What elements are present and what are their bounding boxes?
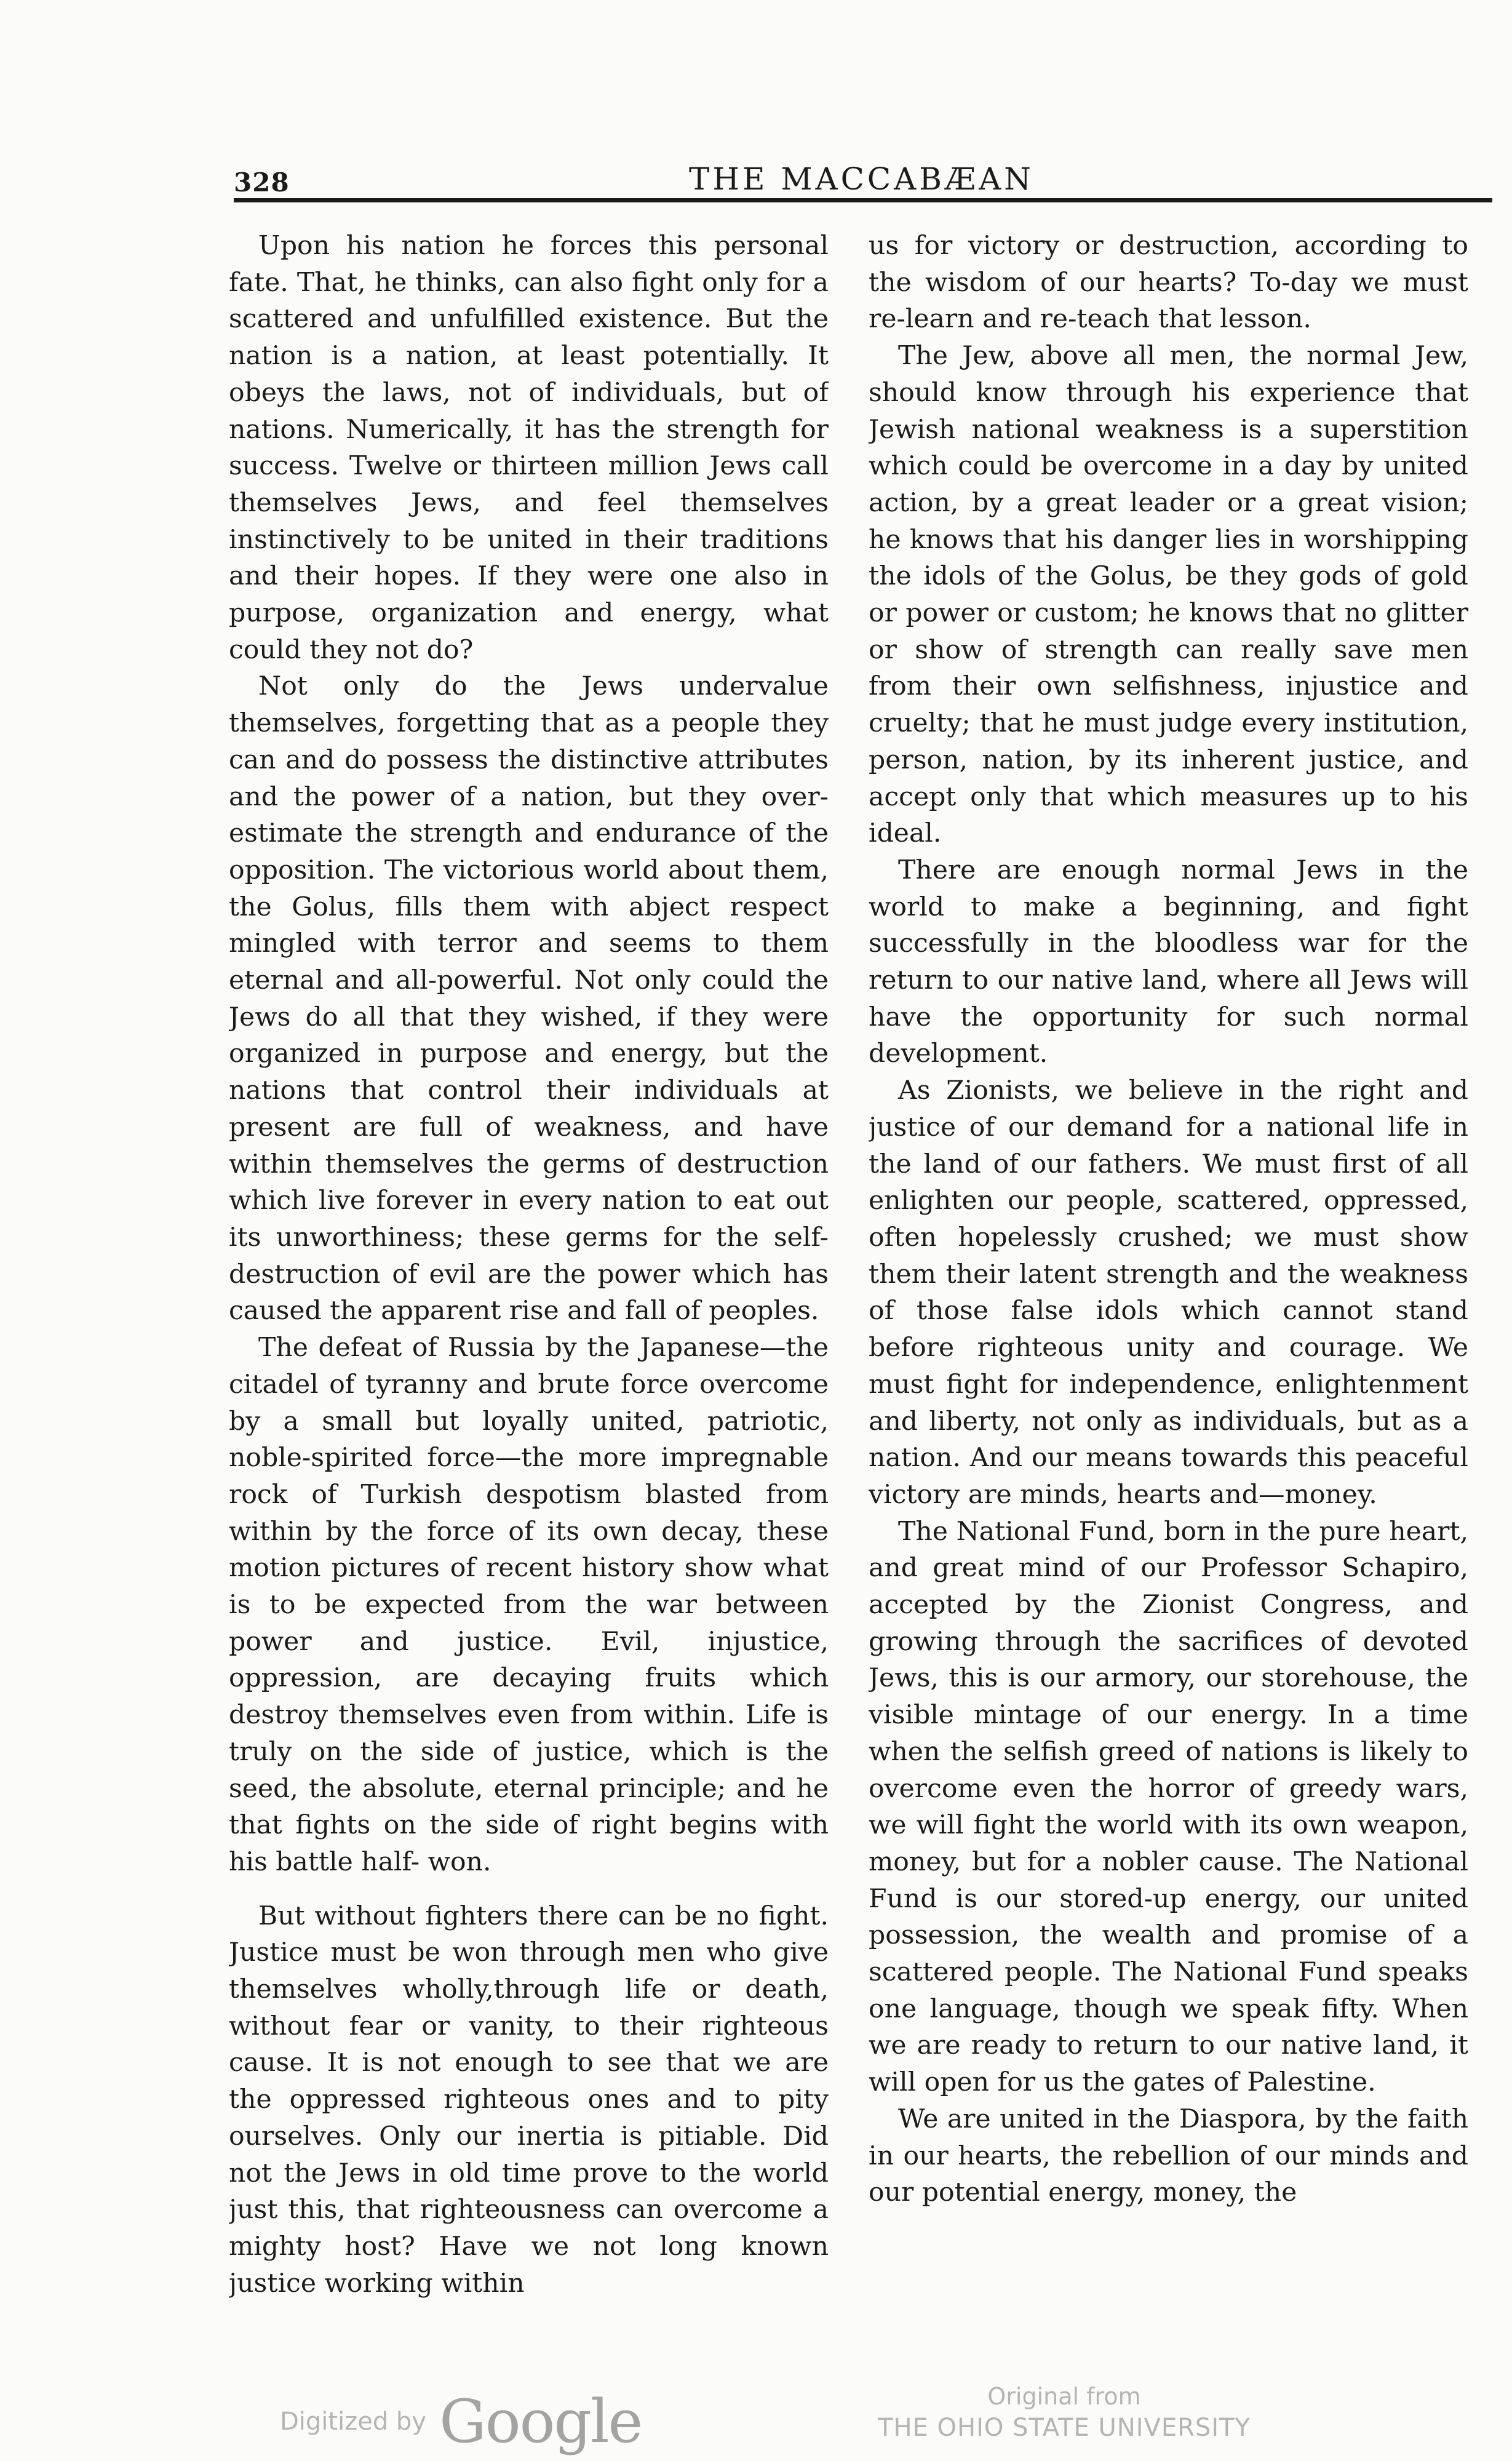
running-head — [234, 161, 1492, 198]
digitized-by — [280, 2387, 642, 2456]
paragraph: As Zionists, we believe in the right and justice of our demand for a national life in the land of our fathers. We must first of all enlighten our people, scattered, oppressed, often hopelessly crushed; we must show them their latent strength and the weakness of those false idols which cannot stand before righteous unity and courage. We must fight for independence, enlightenment and liberty, not only as individuals, but as a nation. And our means towards this peaceful victory are minds, hearts and—money. — [869, 1075, 1468, 1510]
paragraph-gap — [229, 1881, 829, 1898]
paragraph: But without fighters there can be no fight. Justice must be won through men who give themselves wholly,through life or death, without fear or vanity, to their righteous cause. It is not enough to see that we are the oppressed righteous ones and to pity ourselves. Only our inertia is pitiable. Did not the Jews in old time prove to the world just this, that righteousness can overcome a mighty host? Have we not long known justice working within — [229, 1901, 829, 2299]
source-institution: THE OHIO STATE UNIVERSITY — [878, 2414, 1251, 2442]
paragraph: The Jew, above all men, the normal Jew, should know through his experience that Jewish national weakness is a superstition which could be overcome in a day by united action, by a great leader or a great vision; he knows that his danger lies in worshipping the idols of the Golus, be they gods of gold or power or custom; he knows that no glitter or show of strength can really save men from their own selfishness, injustice and cruelty; that he must judge every institution, person, nation, by its inherent justice, and accept only that which measures up to his ideal. — [869, 341, 1468, 849]
paragraph: There are enough normal Jews in the world to make a beginning, and fight successfully in the bloodless war for the return to our native land, where all Jews will have the opportunity for such normal development. — [869, 855, 1468, 1069]
source-label: Original from — [987, 2383, 1141, 2410]
source-credit — [867, 2381, 1261, 2444]
paragraph-continued: us for victory or destruction, according to the wisdom of our hearts? To-day we must re-learn and re-teach that lesson. — [869, 231, 1468, 335]
page-number: 328 — [234, 167, 290, 197]
paragraph: The National Fund, born in the pure heart, and great mind of our Professor Schapiro, accepted by the Zionist Congress, and growing through the sacrifices of devoted Jews, this is our armory, our storehouse, the visible mintage of our energy. In a time when the selfish greed of nations is likely to overcome even the horror of greedy wars, we will fight the world with its own weapon, money, but for a nobler cause. The National Fund is our stored-up energy, our united possession, the wealth and promise of a scattered people. The National Fund speaks one language, though we speak fifty. When we are ready to return to our native land, it will open for us the gates of Palestine. — [869, 1516, 1468, 2098]
left-column — [229, 228, 829, 2338]
google-logo: Google — [439, 2387, 642, 2456]
header-rule — [234, 198, 1492, 202]
right-column — [869, 228, 1468, 2338]
digitization-footer — [0, 2375, 1512, 2455]
paragraph: The defeat of Russia by the Japanese—the citadel of tyranny and brute force overcome by a small but loyally united, patriotic, noble-spirited force—the more impregnable rock of Turkish despotism blasted from within by the force of its own decay, these motion pictures of recent history show what is to be expected from the war between power and justice. Evil, injustice, oppression, are decaying fruits which destroy themselves even from within. Life is truly on the side of justice, which is the seed, the absolute, eternal principle; and he that fights on the side of right begins with his battle half- won. — [229, 1333, 829, 1877]
digitized-label: Digitized by — [280, 2407, 426, 2436]
paragraph: Not only do the Jews undervalue themselves, forgetting that as a people they can and do possess the distinctive attributes and the power of a nation, but they over-estimate the strength and endurance of the opposition. The victorious world about them, the Golus, fills them with abject respect mingled with terror and seems to them eternal and all-powerful. Not only could the Jews do all that they wished, if they were organized in purpose and energy, but the nations that control their individuals at present are full of weakness, and have within themselves the germs of destruction which live forever in every nation to eat out its unworthiness; these germs for the self-destruction of evil are the power which has caused the apparent rise and fall of peoples. — [229, 671, 829, 1326]
paragraph: Upon his nation he forces this personal fate. That, he thinks, can also fight only for a scattered and unfulfilled existence. But the nation is a nation, at least potentially. It obeys the laws, not of individuals, but of nations. Numerically, it has the strength for success. Twelve or thirteen million Jews call themselves Jews, and feel themselves instinctively to be united in their traditions and their hopes. If they were one also in purpose, organization and energy, what could they not do? — [229, 231, 829, 665]
paragraph: We are united in the Diaspora, by the faith in our hearts, the rebellion of our minds and our potential energy, money, the — [869, 2104, 1468, 2208]
journal-title: THE MACCABÆAN — [689, 161, 1034, 197]
